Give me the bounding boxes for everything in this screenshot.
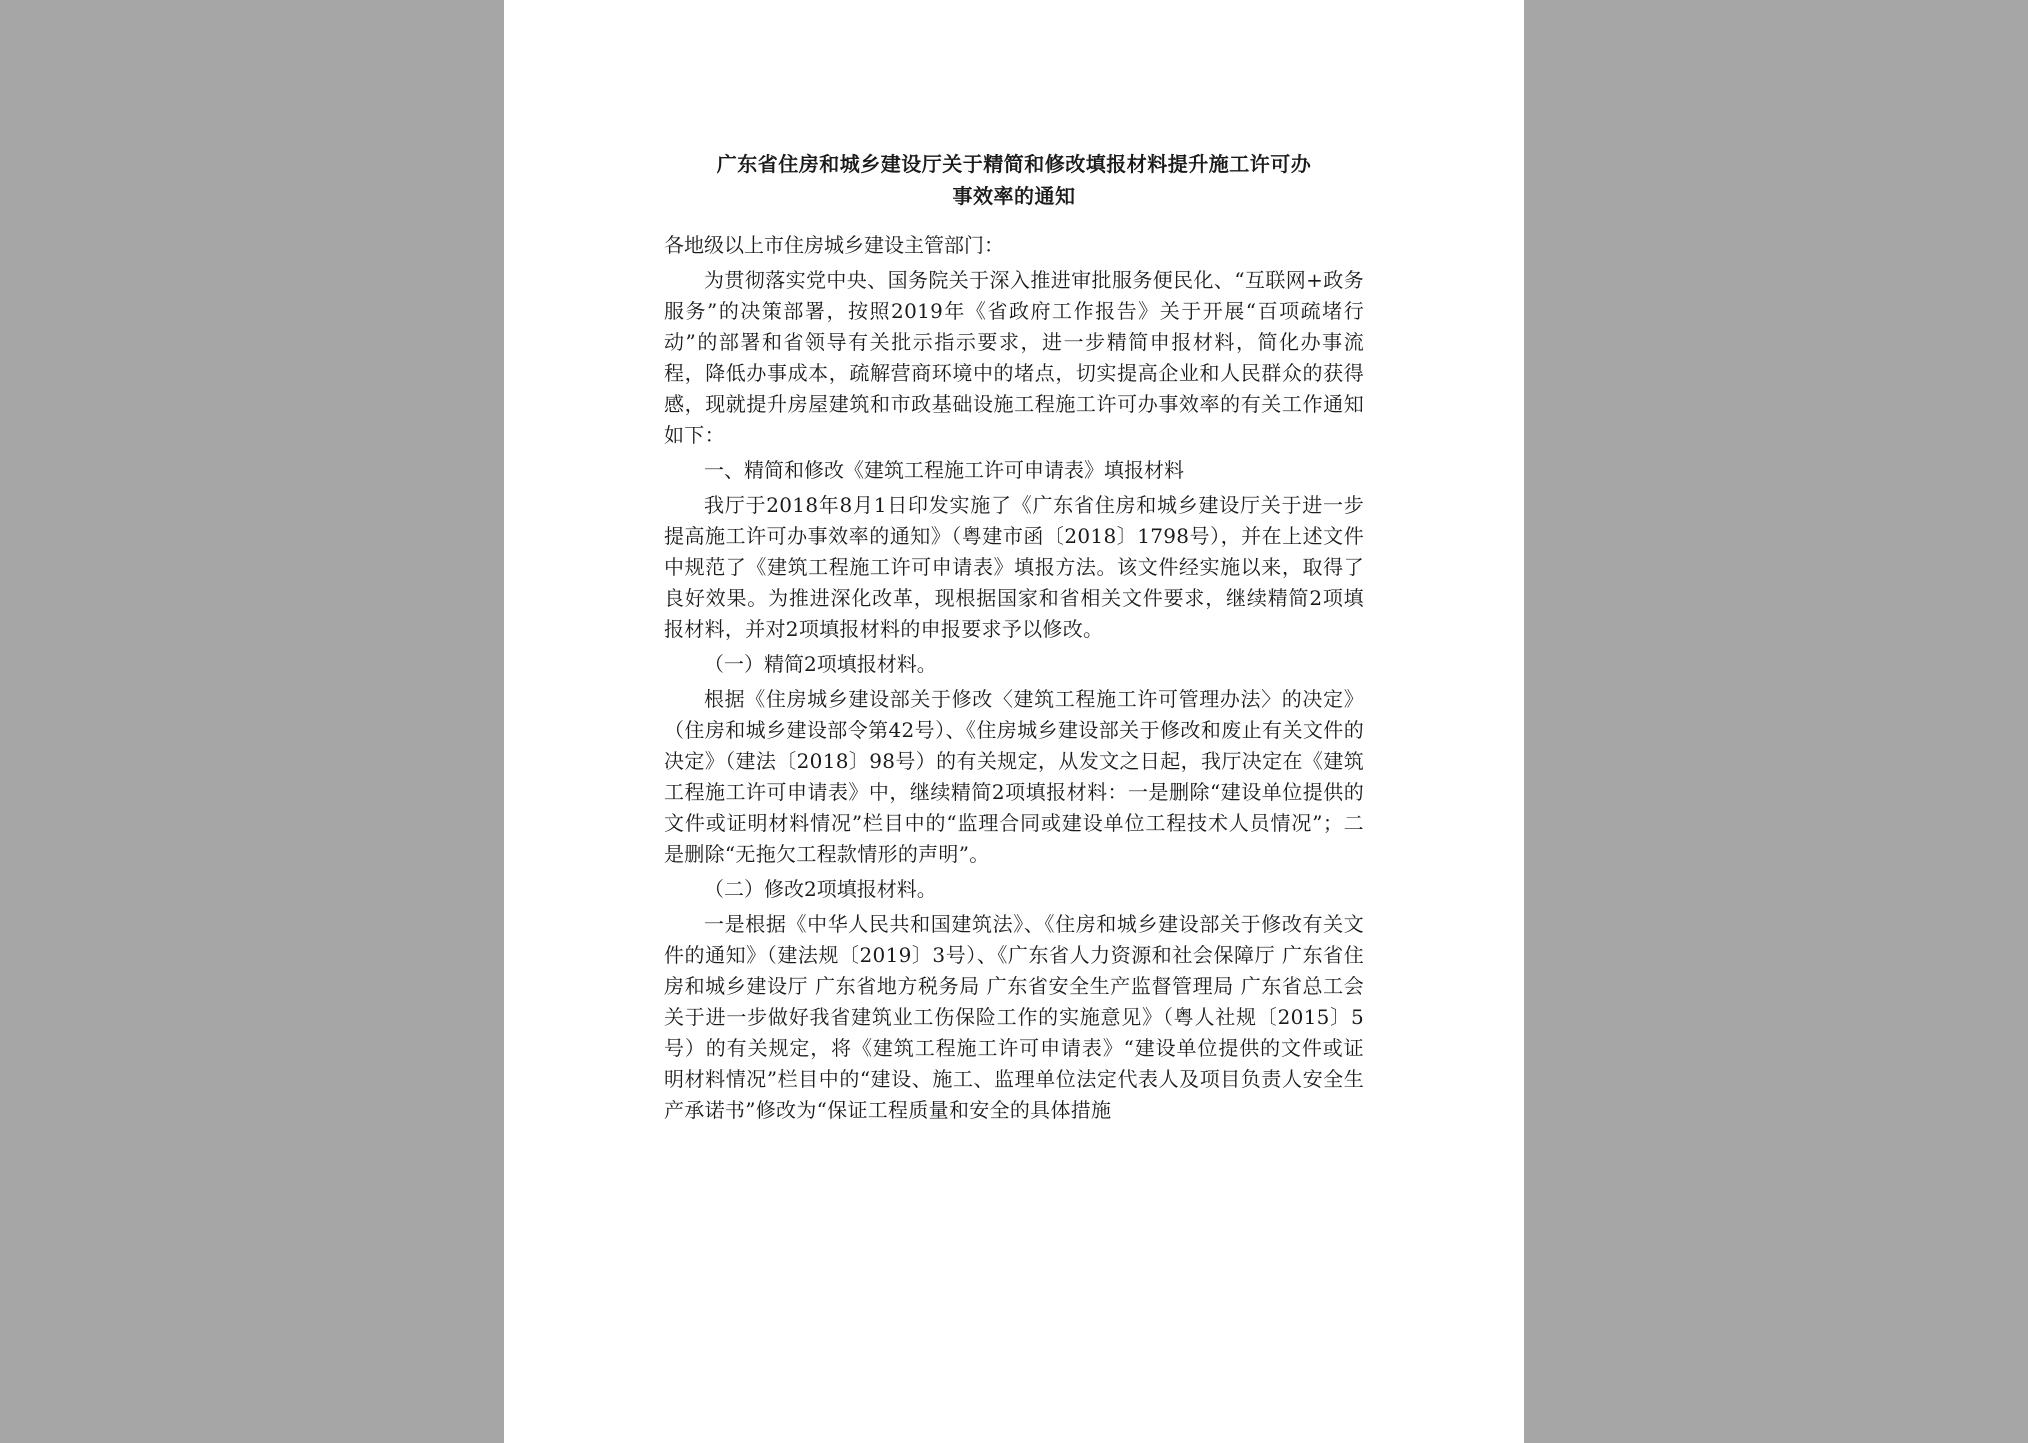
- subsection-2-heading: （二）修改2项填报材料。: [704, 877, 937, 901]
- document-title-line-1: 广东省住房和城乡建设厅关于精简和修改填报材料提升施工许可办: [716, 152, 1312, 176]
- subsection-1-paragraph: 根据《住房城乡建设部关于修改〈建筑工程施工许可管理办法〉的决定》（住房和城乡建设部令第42号）、《住房城乡建设部关于修改和废止有关文件的决定》（建法〔2018〕98号）的有关规定，从发文之日起，我厅决定在《建筑工程施工许可申请表》中，继续精简2项填报材料：一是删除“建设单位提供的文件或证明材料情况”栏目中的“监理合同或建设单位工程技术人员情况”；二是删除“无拖欠工程款情形的声明”。: [664, 687, 1364, 866]
- document-page: [504, 0, 1524, 1443]
- subsection-1-heading: （一）精简2项填报材料。: [704, 652, 937, 676]
- document-title: [664, 148, 1364, 212]
- addressee: 各地级以上市住房城乡建设主管部门：: [664, 233, 1004, 257]
- document-title-line-2: 事效率的通知: [952, 184, 1076, 208]
- section-1-paragraph: 我厅于2018年8月1日印发实施了《广东省住房和城乡建设厅关于进一步提高施工许可办事效率的通知》（粤建市函〔2018〕1798号），并在上述文件中规范了《建筑工程施工许可申请表》填报方法。该文件经实施以来，取得了良好效果。为推进深化改革，现根据国家和省相关文件要求，继续精简2项填报材料，并对2项填报材料的申报要求予以修改。: [664, 493, 1364, 641]
- intro-paragraph: 为贯彻落实党中央、国务院关于深入推进审批服务便民化、“互联网+政务服务”的决策部署，按照2019年《省政府工作报告》关于开展“百项疏堵行动”的部署和省领导有关批示指示要求，进一步精简申报材料，简化办事流程，降低办事成本，疏解营商环境中的堵点，切实提高企业和人民群众的获得感，现就提升房屋建筑和市政基础设施工程施工许可办事效率的有关工作通知如下：: [664, 268, 1364, 447]
- section-1-heading: 一、精简和修改《建筑工程施工许可申请表》填报材料: [704, 458, 1184, 482]
- subsection-2-paragraph: 一是根据《中华人民共和国建筑法》、《住房和城乡建设部关于修改有关文件的通知》（建法规〔2019〕3号）、《广东省人力资源和社会保障厅 广东省住房和城乡建设厅 广东省地方税务局 广东省安全生产监督管理局 广东省总工会关于进一步做好我省建筑业工伤保险工作的实施意见》（粤人社规〔2015〕5号）的有关规定，将《建筑工程施工许可申请表》“建设单位提供的文件或证明材料情况”栏目中的“建设、施工、监理单位法定代表人及项目负责人安全生产承诺书”修改为“保证工程质量和安全的具体措施: [664, 912, 1364, 1122]
